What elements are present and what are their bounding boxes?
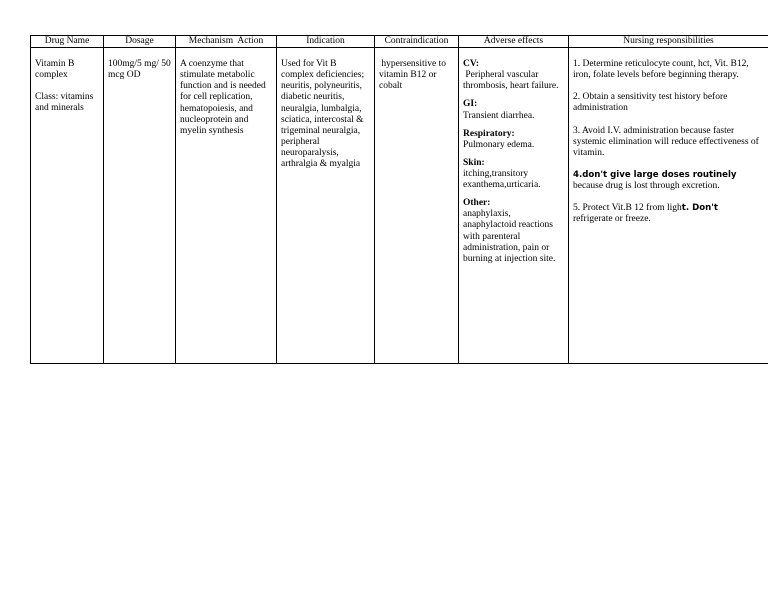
- nursing-item-5-end: refrigerate or freeze.: [573, 214, 651, 225]
- header-adverse-effects: Adverse effects: [459, 36, 569, 48]
- adverse-heading-respiratory: Respiratory:: [463, 128, 515, 139]
- nursing-item-4-bold: 4.don't give large doses routinely: [573, 169, 737, 180]
- nursing-item-5-bold: t. Don't: [681, 203, 719, 214]
- nursing-item-5: [573, 203, 765, 225]
- cell-mechanism: [176, 48, 277, 364]
- adverse-heading-other: Other:: [463, 198, 491, 209]
- header-drug-name: Drug Name: [31, 36, 104, 48]
- header-mechanism: Mechanism Action: [176, 36, 277, 48]
- cell-drug-name: [31, 48, 104, 364]
- header-dosage: Dosage: [104, 36, 176, 48]
- drug-class-text: Class: vitamins and minerals: [35, 92, 94, 114]
- adverse-text-other: anaphylaxis, anaphylactoid reactions with parenteral administration, pain or burning at injection site.: [463, 209, 556, 264]
- table-row: [31, 48, 768, 364]
- cell-adverse-effects: [459, 48, 569, 364]
- cell-dosage: [104, 48, 176, 364]
- adverse-heading-cv: CV:: [463, 59, 480, 70]
- cell-nursing: [569, 48, 768, 364]
- drug-name-text: Vitamin B complex: [35, 59, 75, 81]
- drug-study-table: [30, 35, 768, 364]
- nursing-item-3: 3. Avoid I.V. administration because faster systemic elimination will reduce effectiveness of vitamin.: [573, 125, 759, 158]
- header-contraindication: Contraindication: [375, 36, 459, 48]
- adverse-heading-skin: Skin:: [463, 157, 485, 168]
- header-indication: Indication: [277, 36, 375, 48]
- contraindication-text: hypersensitive to vitamin B12 or cobalt: [379, 59, 449, 92]
- header-row: [31, 36, 768, 48]
- nursing-item-1: 1. Determine reticulocyte count, hct, Vit. B12, iron, folate levels before beginning therapy.: [573, 59, 749, 81]
- adverse-text-respiratory: Pulmonary edema.: [463, 139, 535, 150]
- header-nursing: Nursing responsibilities: [569, 36, 768, 48]
- nursing-item-4-rest: because drug is lost through excretion.: [573, 180, 720, 191]
- dosage-text: 100mg/5 mg/ 50 mcg OD: [108, 59, 171, 81]
- nursing-item-5-start: 5. Protect Vit.B 12 from ligh: [573, 203, 682, 214]
- nursing-item-4: [573, 170, 765, 192]
- adverse-heading-gi: GI:: [463, 99, 478, 110]
- adverse-text-skin: itching,transitory exanthema,urticaria.: [463, 168, 541, 191]
- indication-text: Used for Vit B complex deficiencies; neuritis, polyneuritis, diabetic neuritis, neuralgia, lumbalgia, sciatica, intercostal & trigeminal neuralgia, peripheral neuroparalysis, arthralgia & myalgia: [281, 59, 365, 170]
- cell-indication: [277, 48, 375, 364]
- adverse-text-gi: Transient diarrhea.: [463, 110, 535, 121]
- cell-contraindication: [375, 48, 459, 364]
- mechanism-text: A coenzyme that stimulate metabolic function and is needed for cell replication, hematopoiesis, and nucleoprotein and myelin synthesis: [180, 59, 266, 136]
- adverse-text-cv: Peripheral vascular thrombosis, heart failure.: [463, 70, 559, 92]
- nursing-item-2: 2. Obtain a sensitivity test history before administration: [573, 92, 728, 114]
